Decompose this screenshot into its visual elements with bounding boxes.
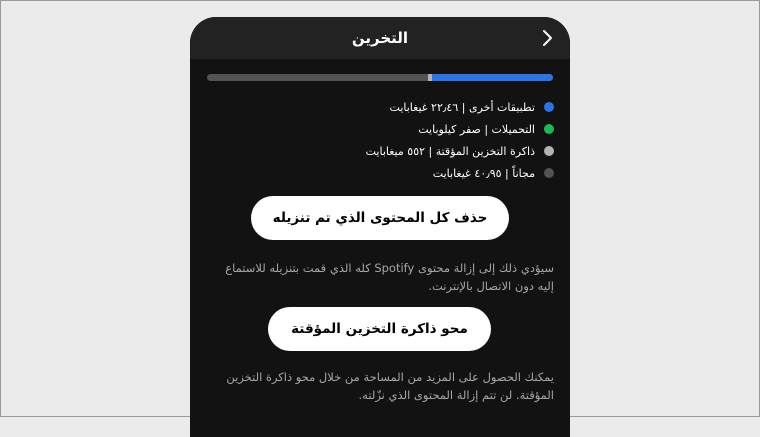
dot-icon: [544, 124, 554, 134]
legend-item-cache: [366, 141, 554, 161]
clear-cache-description: يمكنك الحصول على المزيد من المساحة من خلال محو ذاكرة التخزين المؤقتة. لن تتم إزالة المحتوى الذي نزّلته.: [226, 370, 554, 402]
remove-downloads-description: سيؤدي ذلك إلى إزالة محتوى Spotify كله الذي قمت بتنزيله للاستماع إليه دون الاتصال بالإنترنت.: [225, 261, 554, 293]
legend-label: تطبيقات أخرى | ٢٢٫٤٦ غيغابايت: [389, 100, 535, 114]
storage-bar-other-apps: [432, 74, 553, 81]
remove-all-downloads-button[interactable]: حذف كل المحتوى الذي تم تنزيله: [251, 196, 509, 240]
chevron-right-icon[interactable]: [538, 28, 558, 48]
dot-icon: [544, 146, 554, 156]
legend-label: ذاكرة التخزين المؤقتة | ٥٥٢ ميغابايت: [365, 144, 535, 158]
legend-item-free: [433, 163, 554, 183]
page-title: التخرين: [351, 29, 409, 47]
clear-cache-button[interactable]: محو ذاكرة التخزين المؤقتة: [268, 307, 491, 351]
top-bar: [190, 17, 570, 59]
legend-item-downloads: [418, 119, 554, 139]
storage-screen: [190, 17, 570, 437]
legend-label: مجاناً | ٤٠٫٩٥ غيغابايت: [432, 166, 535, 180]
legend-item-other-apps: [390, 97, 554, 117]
storage-bar-cache: [428, 74, 431, 81]
storage-usage-bar: [207, 74, 553, 81]
dot-icon: [544, 102, 554, 112]
dot-icon: [544, 168, 554, 178]
legend-label: التحميلات | صفر كيلوبايت: [418, 122, 535, 136]
